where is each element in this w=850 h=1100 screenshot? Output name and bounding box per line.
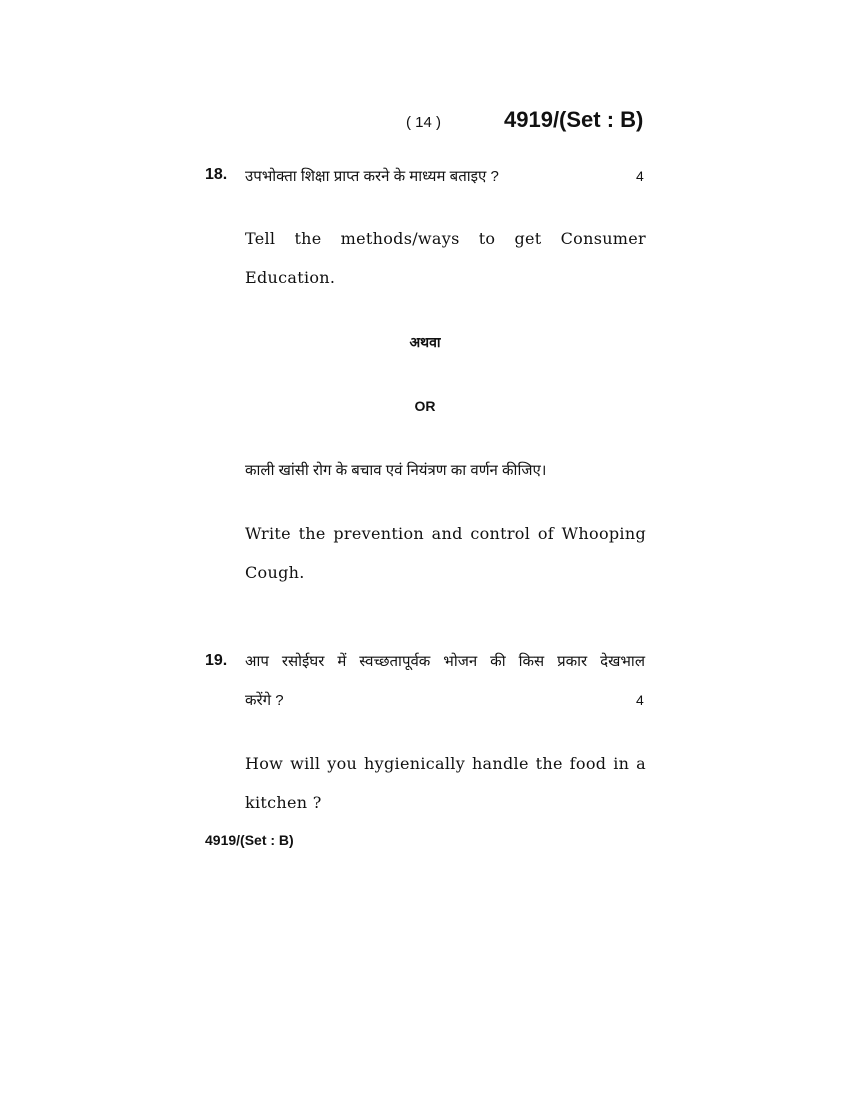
question-19-hindi-line-2: करेंगे ? <box>245 692 284 709</box>
question-18-marks: 4 <box>636 168 644 184</box>
question-18-english-line-1: Tell the methods/ways to get Consumer <box>245 229 646 248</box>
or-hindi: अथवा <box>409 334 441 350</box>
question-18-number: 18. <box>205 166 228 183</box>
question-19-english-line-1: How will you hygienically handle the food in a <box>245 754 646 773</box>
question-18-english-line-2: Education. <box>245 268 336 287</box>
question-19-number: 19. <box>205 652 228 669</box>
page-number: ( 14 ) <box>406 114 442 131</box>
question-18-alt-english-line-1: Write the prevention and control of Whooping <box>245 524 646 543</box>
question-19-hindi-line-1: आप रसोईघर में स्वच्छतापूर्वक भोजन की किस प्रकार देखभाल <box>245 653 645 670</box>
question-18-alt-hindi: काली खांसी रोग के बचाव एवं नियंत्रण का वर्णन कीजिए। <box>245 462 547 479</box>
or-english: OR <box>414 398 436 414</box>
paper-code-header: 4919/(Set : B) <box>504 107 644 132</box>
question-18-alt-english-line-2: Cough. <box>245 563 305 582</box>
question-18-hindi: उपभोक्ता शिक्षा प्राप्त करने के माध्यम बताइए ? <box>245 168 499 185</box>
question-19-marks: 4 <box>636 692 644 708</box>
paper-code-footer: 4919/(Set : B) <box>205 832 294 848</box>
question-19-english-line-2: kitchen ? <box>245 793 322 812</box>
